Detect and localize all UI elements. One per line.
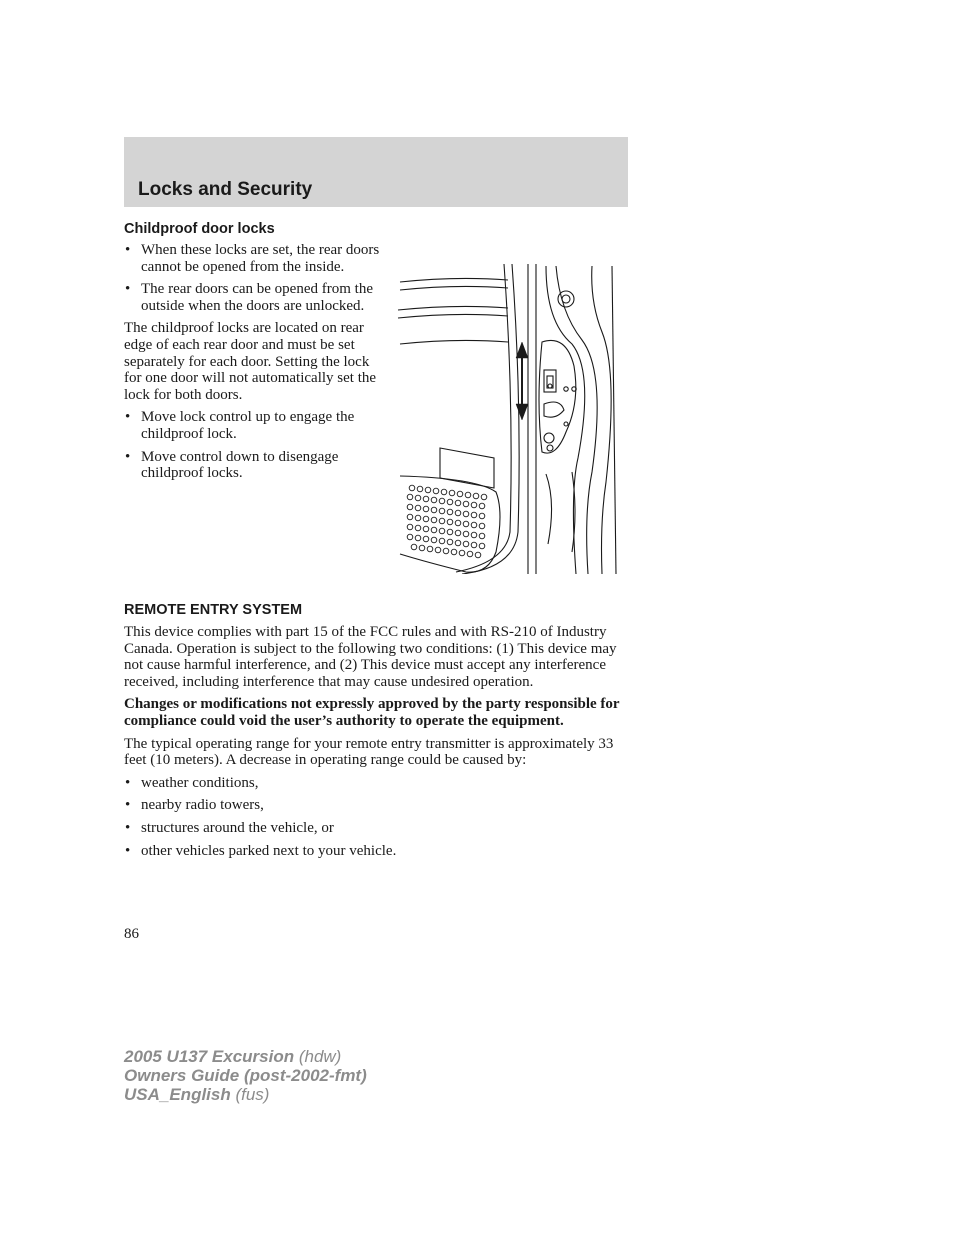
footer-guide: Owners Guide (post-2002-fmt) bbox=[124, 1066, 367, 1085]
childproof-heading: Childproof door locks bbox=[124, 221, 275, 237]
footer-language-code: (fus) bbox=[230, 1085, 270, 1104]
footer-line-2 bbox=[124, 1066, 367, 1085]
list-item: • nearby radio towers, bbox=[124, 797, 628, 814]
list-item: • When these locks are set, the rear doors cannot be opened from the inside. bbox=[124, 242, 382, 275]
childproof-bullets-bottom bbox=[124, 409, 382, 481]
section-header-band bbox=[124, 137, 628, 207]
list-item: • The rear doors can be opened from the outside when the doors are unlocked. bbox=[124, 281, 382, 314]
door-lock-illustration bbox=[396, 262, 620, 574]
range-causes-list bbox=[124, 775, 628, 859]
footer-line-3 bbox=[124, 1085, 367, 1104]
modification-warning: Changes or modifications not expressly approved by the party responsible for compliance could void the user’s authority to operate the equipment. bbox=[124, 696, 620, 729]
fcc-compliance-paragraph: This device complies with part 15 of the FCC rules and with RS-210 of Industry Canada. Operation is subject to the following two conditions: (1) This device may not cause harmful interference, and (2) This device must accept any interference received, including interference that may cause undesired operation. bbox=[124, 624, 617, 690]
remote-entry-heading: REMOTE ENTRY SYSTEM bbox=[124, 602, 303, 618]
list-item: • structures around the vehicle, or bbox=[124, 820, 628, 837]
page-number: 86 bbox=[124, 926, 139, 942]
list-item: • Move control down to disengage childproof locks. bbox=[124, 449, 382, 482]
footer-line-1 bbox=[124, 1047, 367, 1066]
childproof-section bbox=[124, 221, 382, 482]
footer-model-code: (hdw) bbox=[294, 1047, 342, 1066]
childproof-bullets-top bbox=[124, 242, 382, 314]
childproof-paragraph: The childproof locks are located on rear edge of each rear door and must be set separately for each door. Setting the lock for one door will not automatically set the lock for both doors. bbox=[124, 320, 377, 403]
footer-language: USA_English bbox=[124, 1085, 231, 1104]
operating-range-paragraph: The typical operating range for your remote entry transmitter is approximately 33 feet (10 meters). A decrease in operating range could be caused by: bbox=[124, 735, 614, 769]
list-item: • Move lock control up to engage the childproof lock. bbox=[124, 409, 382, 442]
list-item: • other vehicles parked next to your vehicle. bbox=[124, 843, 628, 860]
document-footer bbox=[124, 1047, 367, 1104]
section-title: Locks and Security bbox=[138, 179, 313, 200]
footer-model: 2005 U137 Excursion bbox=[124, 1047, 295, 1066]
list-item: • weather conditions, bbox=[124, 775, 628, 792]
remote-entry-section bbox=[124, 602, 628, 859]
